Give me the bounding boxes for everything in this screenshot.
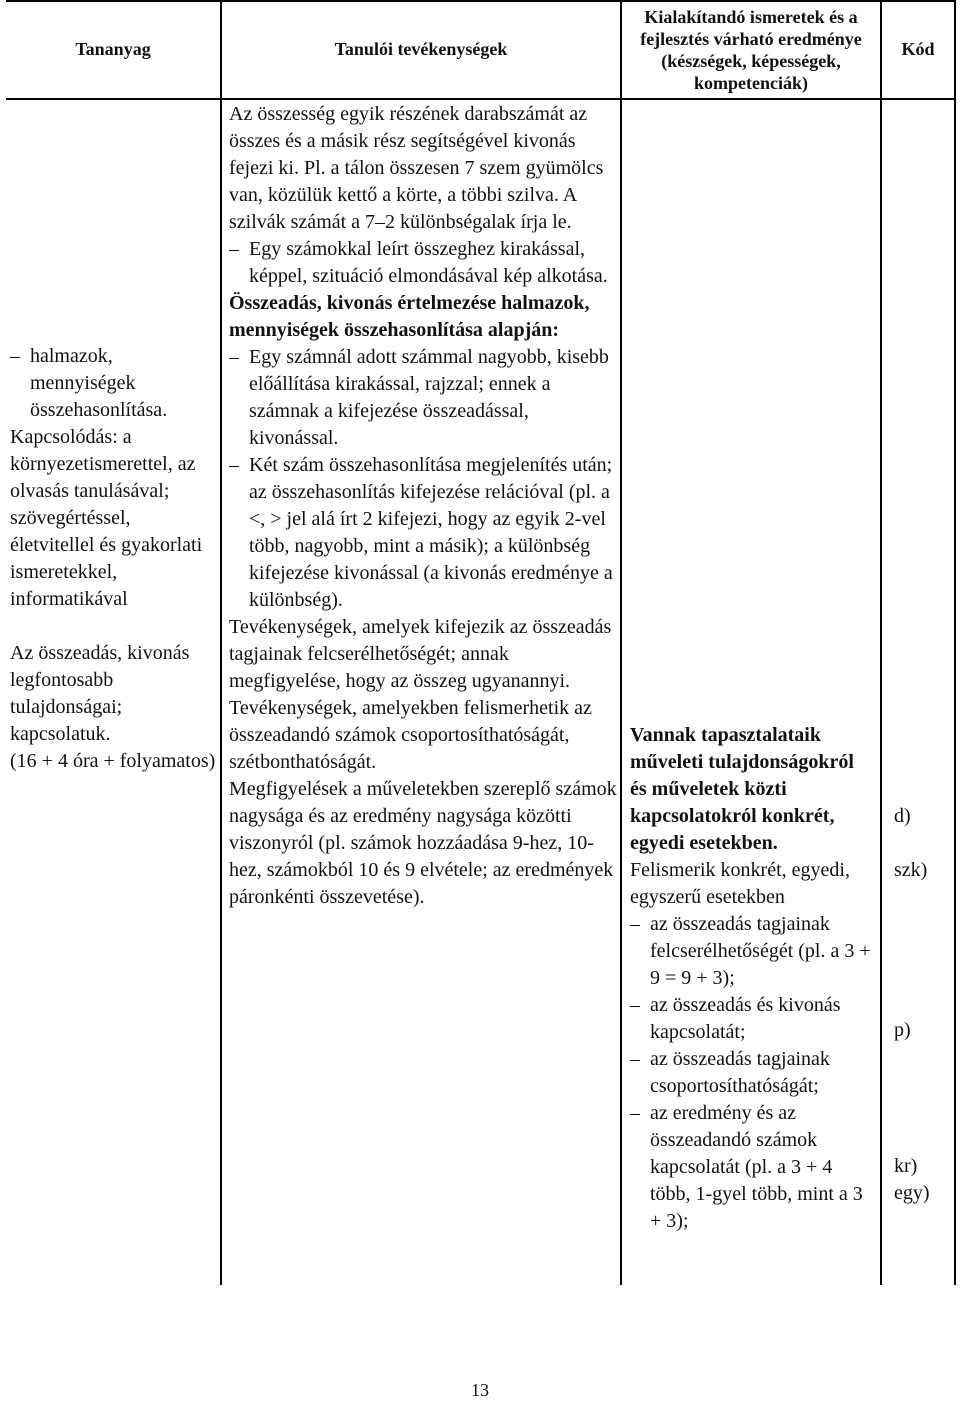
header-tanuloi-tevekenysegek: Tanulói tevékenységek (334, 39, 508, 59)
table-right-border (954, 0, 956, 1285)
activity-paragraph-3: Tevékenységek, amelyekben felismerhetik az összeadandó számok csoportosíthatóságát, szétbonthatóságát. (229, 697, 592, 773)
ismeretek-intro: Felismerik konkrét, egyedi, egyszerű esetekben (630, 859, 850, 908)
kapcsolodas-text: Kapcsolódás: a környezetismerettel, az olvasás tanulásával; szövegértéssel, életvitellel és gyakorlati ismeretekkel, informatikával (10, 426, 203, 610)
kod-kr: kr) (894, 1155, 918, 1177)
ismeretek-dash-3: – az összeadás tagjainak csoportosíthatóságát; (630, 1046, 874, 1100)
header-kialakitando (622, 6, 880, 94)
spacer (10, 613, 218, 640)
header-tananyag: Tananyag (75, 39, 151, 59)
kod-d: d) (894, 805, 911, 827)
kod-egy: egy) (894, 1182, 930, 1204)
page-number: 13 (471, 1380, 489, 1400)
ismeretek-dash-4: – az eredmény és az összeadandó számok kapcsolatát (pl. a 3 + 4 több, 1-gyel több, mint a 3 + 3); (630, 1100, 874, 1235)
osszeadas-topic: Az összeadás, kivonás legfontosabb tulajdonságai; kapcsolatuk. (10, 642, 190, 745)
activity-dash-3: – Két szám összehasonlítása megjelenítés után; az összehasonlítás kifejezése relációval (pl. a <, > jel alá írt 2 kifejezi, hogy az egyik 2-vel több, nagyobb, mint a másik); a különbség kifejezése kivonással (a kivonás eredménye a különbség). (229, 452, 621, 614)
activity-dash-1: – Egy számokkal leírt összeghez kirakással, képpel, szituáció elmondásával kép alkotása. (229, 236, 621, 290)
activity-paragraph-4: Megfigyelések a műveletekben szereplő számok nagysága és az eredmény nagysága közötti viszonyról (pl. számok hozzáadása 9-hez, 10-hez, számokból 10 és 9 elvétele; az eredmények páronkénti összevetése). (229, 778, 617, 908)
ismeretek-column (630, 722, 874, 1235)
activity-paragraph-1: Az összesség egyik részének darabszámát az összes és a másik rész segítségével kivonás fejezi ki. Pl. a tálon összesen 7 szem gyümölcs van, közülük kettő a körte, a többi szilva. A szilvák számát a 7–2 különbségalak írja le. (229, 103, 604, 233)
ora-keret: (16 + 4 óra + folyamatos) (10, 750, 216, 772)
column-divider-1 (220, 0, 222, 1285)
tananyag-dash-item: – halmazok, mennyiségek összehasonlítása. (10, 343, 218, 424)
header-divider (6, 98, 956, 100)
header-kialakitando-line1: Kialakítandó ismeretek és a (644, 7, 858, 27)
ismeretek-dash-2: – az összeadás és kivonás kapcsolatát; (630, 992, 874, 1046)
activity-paragraph-2: Tevékenységek, amelyek kifejezik az összeadás tagjainak felcserélhetőségét; annak megfigyelése, hogy az összeg ugyanannyi. (229, 616, 612, 692)
activity-dash-2: – Egy számnál adott számmal nagyobb, kisebb előállítása kirakással, rajzzal; ennek a számnak a kifejezése összeadással, kivonással. (229, 344, 621, 452)
kod-szk: szk) (894, 859, 928, 881)
header-kod: Kód (901, 39, 935, 59)
kod-p: p) (894, 1019, 911, 1041)
tevekenysegek-column (229, 101, 621, 911)
column-divider-3 (880, 0, 882, 1285)
ismeretek-bold: Vannak tapasztalataik műveleti tulajdonságokról és műveletek közti kapcsolatokról konkrét, egyedi esetekben. (630, 724, 854, 854)
header-kialakitando-line2: fejlesztés várható eredménye (640, 29, 862, 49)
header-kialakitando-line4: kompetenciák) (694, 73, 808, 93)
activity-heading: Összeadás, kivonás értelmezése halmazok, mennyiségek összehasonlítása alapján: (229, 292, 590, 341)
header-kialakitando-line3: (készségek, képességek, (661, 51, 841, 71)
ismeretek-dash-1: – az összeadás tagjainak felcserélhetőségét (pl. a 3 + 9 = 9 + 3); (630, 911, 874, 992)
table-top-border (6, 0, 956, 2)
tananyag-column (10, 343, 218, 775)
